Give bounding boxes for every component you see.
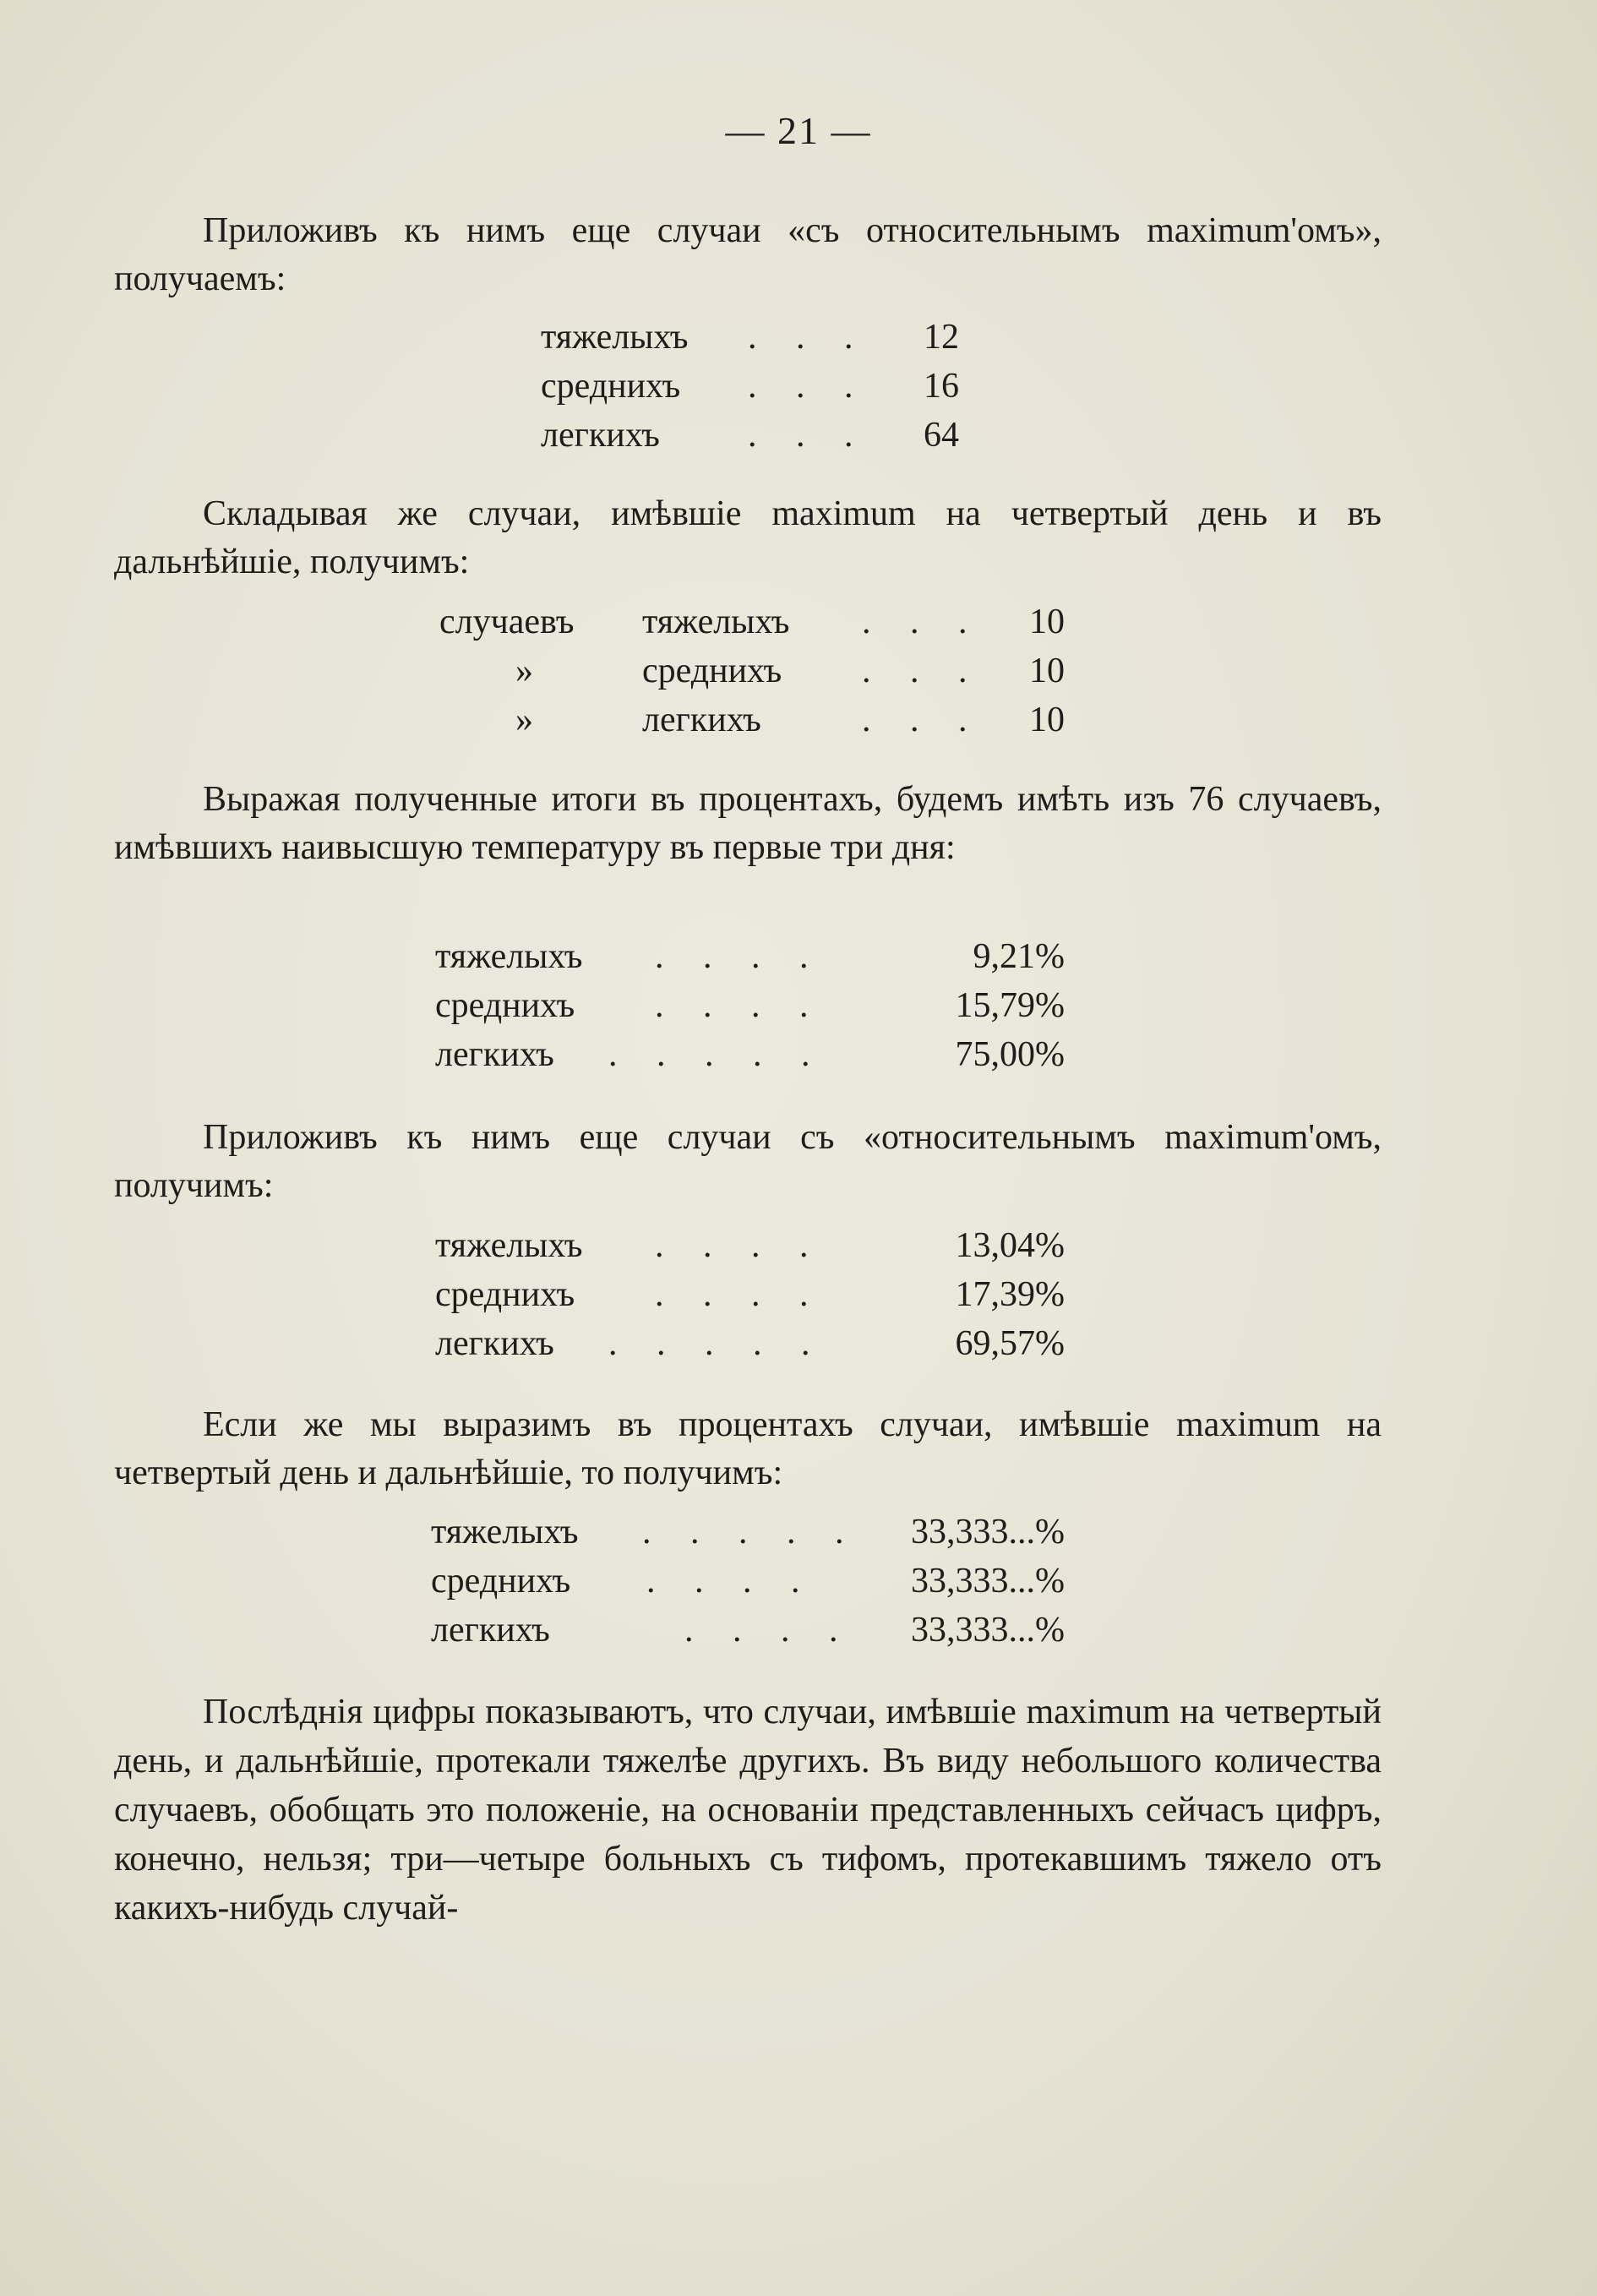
table-row xyxy=(435,1270,1065,1319)
leader-dots: . . . . xyxy=(655,986,824,1025)
leader-dots: . . . . xyxy=(655,1275,824,1314)
row-label: среднихъ xyxy=(435,1275,575,1314)
table-row xyxy=(435,1030,1065,1079)
paragraph-5 xyxy=(114,1401,1382,1497)
leader-dots: . . . . xyxy=(684,1611,853,1650)
paragraph-3 xyxy=(114,776,1382,872)
table-row xyxy=(435,1221,1065,1270)
paragraph-text: Приложивъ къ нимъ еще случаи съ «относительнымъ maximum'омъ, получимъ: xyxy=(114,1118,1382,1205)
table-row xyxy=(439,646,1065,695)
row-value: 33,333...% xyxy=(911,1513,1065,1552)
row-label: тяжелыхъ xyxy=(642,603,790,641)
row-label: легкихъ xyxy=(431,1611,550,1650)
table-row xyxy=(435,932,1065,981)
paragraph-6 xyxy=(114,1688,1382,1933)
row-label: среднихъ xyxy=(642,652,782,690)
row-label: тяжелыхъ xyxy=(431,1513,579,1552)
row-label: тяжелыхъ xyxy=(435,1226,583,1265)
row-value: 69,57% xyxy=(955,1324,1065,1363)
page-number: — 21 — xyxy=(725,109,872,152)
ditto-mark: » xyxy=(515,652,533,690)
row-value: 33,333...% xyxy=(911,1562,1065,1601)
row-lead: случаевъ xyxy=(439,603,575,641)
table-row xyxy=(439,597,1065,646)
table-row xyxy=(541,362,959,411)
leader-dots: . . . . xyxy=(655,1226,824,1265)
row-label: среднихъ xyxy=(431,1562,571,1601)
row-label: легкихъ xyxy=(642,701,761,739)
row-value: 10 xyxy=(1029,652,1065,690)
table-5 xyxy=(431,1508,1065,1655)
table-3 xyxy=(435,932,1065,1079)
leader-dots: . . . xyxy=(862,652,983,690)
leader-dots: . . . . xyxy=(655,937,824,976)
table-2 xyxy=(439,597,1065,744)
paragraph-4 xyxy=(114,1114,1382,1210)
table-row xyxy=(435,1319,1065,1368)
row-value: 9,21% xyxy=(973,937,1065,976)
leader-dots: . . . . xyxy=(646,1562,815,1601)
leader-dots: . . . . . xyxy=(642,1513,859,1552)
row-value: 16 xyxy=(924,367,959,406)
paragraph-text: Выражая полученные итоги въ процентахъ, будемъ имѣть изъ 76 случаевъ, имѣвшихъ наивысшую температуру въ первые три дня: xyxy=(114,780,1382,867)
leader-dots: . . . xyxy=(862,603,983,641)
leader-dots: . . . . . xyxy=(608,1324,826,1363)
row-value: 17,39% xyxy=(955,1275,1065,1314)
table-row xyxy=(431,1557,1065,1606)
paragraph-2 xyxy=(114,490,1382,586)
row-value: 13,04% xyxy=(955,1226,1065,1265)
row-label: среднихъ xyxy=(541,367,681,406)
table-row xyxy=(541,313,959,362)
paragraph-text: Складывая же случаи, имѣвшіе maximum на четвертый день и въ дальнѣйшіе, получимъ: xyxy=(114,494,1382,581)
row-value: 64 xyxy=(924,416,959,455)
paragraph-1 xyxy=(114,207,1382,303)
table-row xyxy=(435,981,1065,1030)
leader-dots: . . . xyxy=(748,416,869,455)
leader-dots: . . . . . xyxy=(608,1035,826,1074)
paragraph-text: Если же мы выразимъ въ процентахъ случаи, имѣвшіе maximum на четвертый день и дальнѣйшіе, то получимъ: xyxy=(114,1405,1382,1492)
row-value: 15,79% xyxy=(955,986,1065,1025)
leader-dots: . . . xyxy=(748,318,869,357)
ditto-mark: » xyxy=(515,701,533,739)
leader-dots: . . . xyxy=(748,367,869,406)
row-label: тяжелыхъ xyxy=(435,937,583,976)
row-label: легкихъ xyxy=(435,1324,554,1363)
row-label: тяжелыхъ xyxy=(541,318,689,357)
row-value: 33,333...% xyxy=(911,1611,1065,1650)
table-4 xyxy=(435,1221,1065,1368)
row-value: 75,00% xyxy=(955,1035,1065,1074)
row-label: легкихъ xyxy=(541,416,660,455)
leader-dots: . . . xyxy=(862,701,983,739)
row-value: 10 xyxy=(1029,603,1065,641)
row-label: среднихъ xyxy=(435,986,575,1025)
row-label: легкихъ xyxy=(435,1035,554,1074)
row-value: 10 xyxy=(1029,701,1065,739)
row-value: 12 xyxy=(924,318,959,357)
paragraph-text: Приложивъ къ нимъ еще случаи «съ относительнымъ maximum'омъ», получаемъ: xyxy=(114,211,1382,298)
table-row xyxy=(431,1606,1065,1655)
table-row xyxy=(431,1508,1065,1557)
table-row xyxy=(541,411,959,460)
table-row xyxy=(439,695,1065,744)
table-1 xyxy=(541,313,959,460)
paragraph-text: Послѣднія цифры показываютъ, что случаи, имѣвшіе maximum на четвертый день, и дальнѣйшіе, протекали тяжелѣе другихъ. Въ виду небольшого количества случаевъ, обобщать это положеніе, на основаніи представленныхъ сейчасъ цифръ, конечно, нельзя; три—четыре больныхъ съ тифомъ, протекавшимъ тяжело отъ какихъ-нибудь случай- xyxy=(114,1693,1382,1928)
